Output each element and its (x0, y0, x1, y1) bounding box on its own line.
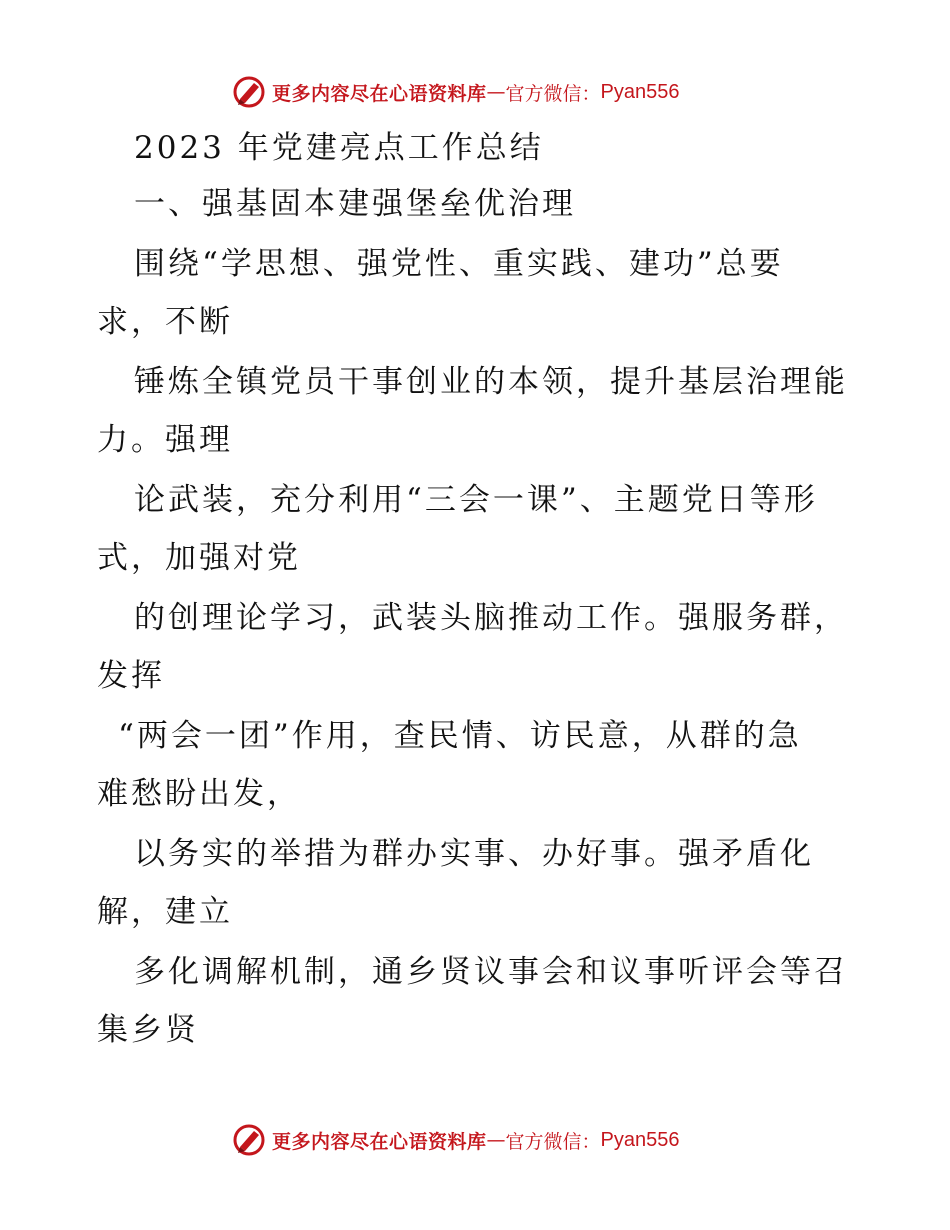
banner-brand-text: 更多内容尽在心语资料库 (272, 82, 487, 105)
paragraph-line: 发挥 (97, 658, 165, 694)
paragraph-line: 以务实的举措为群办实事、办好事。强矛盾化 (134, 836, 814, 872)
document-title: 2023 年党建亮点工作总结 (134, 130, 544, 166)
banner-wechat-id: Pyan556 (600, 80, 680, 103)
banner-wechat-label: 官方微信： (505, 82, 601, 105)
paragraph-line: 集乡贤 (97, 1012, 199, 1048)
paragraph-line: 解，建立 (97, 894, 233, 930)
paragraph-line: 力。强理 (97, 422, 233, 458)
banner-brand-text: 更多内容尽在心语资料库 (272, 1130, 487, 1153)
pen-logo-icon (232, 75, 266, 109)
pen-logo-icon (232, 1123, 266, 1157)
paragraph-line: 的创理论学习，武装头脑推动工作。强服务群， (134, 600, 848, 636)
paragraph-line: 锤炼全镇党员干事创业的本领，提升基层治理能 (134, 364, 848, 400)
paragraph-line: 式，加强对党 (97, 540, 301, 576)
paragraph-line: 多化调解机制，通乡贤议事会和议事听评会等召 (134, 954, 848, 990)
banner-wechat-id: Pyan556 (600, 1128, 680, 1151)
banner-separator: — (486, 1129, 506, 1151)
paragraph-line: “两会一团”作用，查民情、访民意，从群的急 (118, 718, 802, 754)
paragraph-line: 求，不断 (97, 304, 233, 340)
paragraph-line: 难愁盼出发， (97, 776, 301, 812)
banner-separator: — (486, 81, 506, 103)
header-banner (232, 72, 680, 112)
banner-wechat-label: 官方微信： (505, 1130, 601, 1153)
section-heading: 一、强基固本建强堡垒优治理 (134, 186, 576, 222)
footer-banner (232, 1120, 680, 1160)
paragraph-line: 论武装，充分利用“三会一课”、主题党日等形 (134, 482, 818, 518)
paragraph-line: 围绕“学思想、强党性、重实践、建功”总要 (134, 246, 784, 282)
